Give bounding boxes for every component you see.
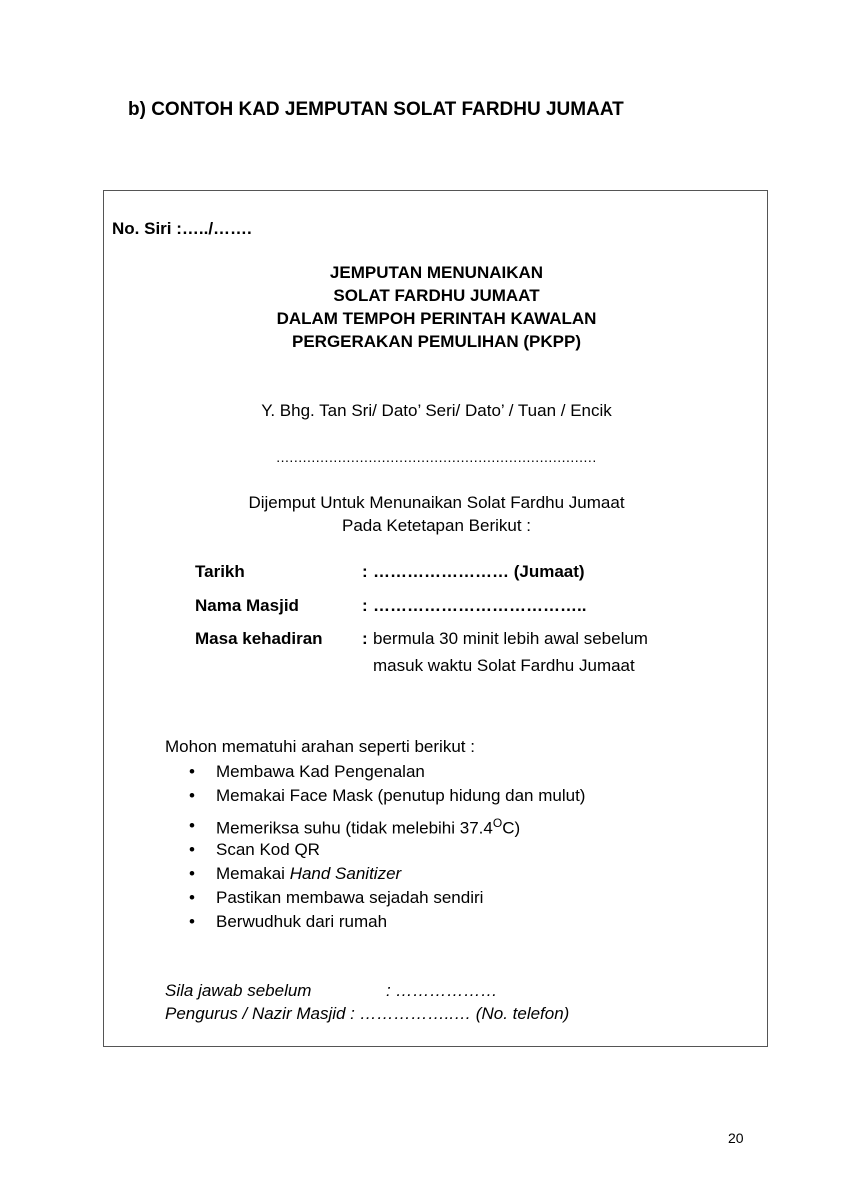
bullet-icon: • — [189, 762, 195, 781]
instructions-intro: Mohon mematuhi arahan seperti berikut : — [165, 737, 475, 756]
bullet-icon: • — [189, 912, 195, 931]
temperature-text: Memeriksa suhu (tidak melebihi 37.4 — [216, 818, 493, 838]
card-title-line-3: DALAM TEMPOH PERINTAH KAWALAN — [276, 309, 597, 328]
mosque-name-colon: : — [362, 596, 368, 615]
instruction-item — [189, 912, 195, 932]
instruction-text-4: Scan Kod QR — [216, 840, 320, 859]
reply-by-label: Sila jawab sebelum — [165, 981, 312, 1000]
invite-line-2: Pada Ketetapan Berikut : — [341, 516, 532, 535]
attendance-time-label: Masa kehadiran — [195, 629, 323, 648]
instruction-item — [189, 786, 195, 806]
sanitizer-prefix: Memakai — [216, 864, 290, 883]
card-title-line-4: PERGERAKAN PEMULIHAN (PKPP) — [291, 332, 582, 351]
instruction-item — [189, 888, 195, 908]
name-blank-line: ......................................................................... — [276, 449, 597, 465]
instruction-text-6: Pastikan membawa sejadah sendiri — [216, 888, 484, 907]
instruction-text-3 — [216, 816, 520, 839]
sanitizer-italic: Hand Sanitizer — [289, 864, 402, 883]
card-title-line-2: SOLAT FARDHU JUMAAT — [333, 286, 540, 305]
instruction-text-7: Berwudhuk dari rumah — [216, 912, 388, 931]
instruction-item — [189, 840, 195, 860]
attendance-time-value-1: bermula 30 minit lebih awal sebelum — [373, 629, 648, 648]
bullet-icon: • — [189, 864, 195, 883]
invite-line-1: Dijemput Untuk Menunaikan Solat Fardhu Jumaat — [248, 493, 625, 512]
card-title-line-1: JEMPUTAN MENUNAIKAN — [329, 263, 544, 282]
bullet-icon: • — [189, 816, 195, 835]
degree-symbol: O — [492, 816, 503, 830]
instruction-item — [189, 864, 195, 884]
attendance-time-colon: : — [362, 629, 368, 648]
bullet-icon: • — [189, 840, 195, 859]
instruction-text-2: Memakai Face Mask (penutup hidung dan mulut) — [216, 786, 586, 805]
instruction-item — [189, 816, 195, 836]
invitation-card — [103, 190, 768, 1047]
date-label: Tarikh — [195, 562, 245, 581]
mosque-manager-contact: Pengurus / Nazir Masjid : ……………..… (No. telefon) — [165, 1004, 570, 1023]
page-number: 20 — [728, 1130, 744, 1146]
mosque-name-label: Nama Masjid — [195, 596, 299, 615]
date-value: …………………… (Jumaat) — [373, 562, 585, 581]
date-colon: : — [362, 562, 368, 581]
bullet-icon: • — [189, 786, 195, 805]
instruction-text-5 — [216, 864, 401, 884]
reply-by-value: : ……………… — [386, 981, 498, 1000]
instruction-text-1: Membawa Kad Pengenalan — [216, 762, 425, 781]
temperature-unit: C) — [502, 818, 521, 838]
serial-number: No. Siri :…../……. — [112, 219, 252, 238]
page-heading: b) CONTOH KAD JEMPUTAN SOLAT FARDHU JUMAAT — [128, 99, 624, 120]
attendance-time-value-2: masuk waktu Solat Fardhu Jumaat — [373, 656, 635, 675]
bullet-icon: • — [189, 888, 195, 907]
salutation: Y. Bhg. Tan Sri/ Dato’ Seri/ Dato’ / Tuan / Encik — [261, 401, 612, 420]
instruction-item — [189, 762, 195, 782]
mosque-name-value: ……………………………….. — [373, 596, 587, 615]
